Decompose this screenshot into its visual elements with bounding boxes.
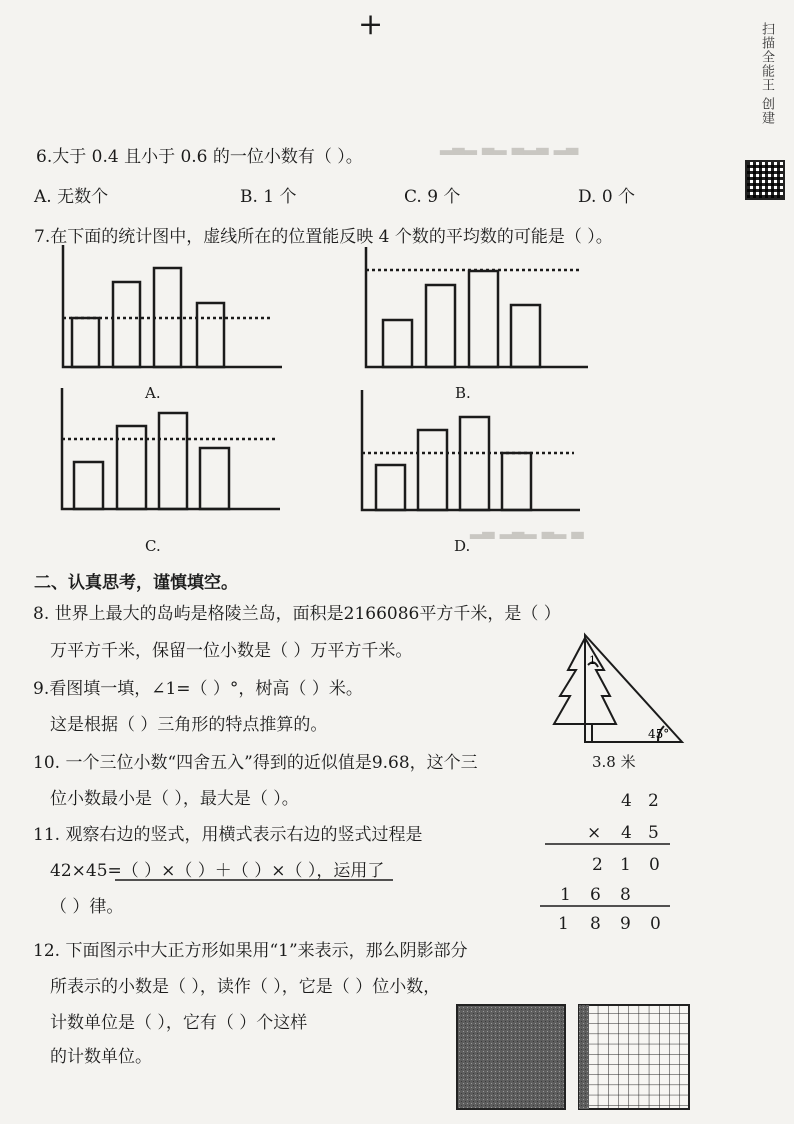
bleed-through-text: ▂▃ ▂▃▂ ▃▂ ▃ — [470, 520, 584, 539]
chart-d-bar-2 — [418, 430, 447, 510]
chart-c-bar-1 — [74, 462, 103, 509]
bleed-through-text: ▂▃▂ ▃▂ ▃▂▃ ▂▃ — [440, 136, 579, 155]
q9-line-2: 这是根据（ ）三角形的特点推算的。 — [50, 715, 328, 735]
chart-d-bar-3 — [460, 417, 489, 510]
chart-c-bar-3 — [159, 413, 187, 509]
chart-a-bar-4 — [197, 303, 224, 367]
chart-d-label: D. — [454, 537, 471, 555]
angle-45-label: 45° — [648, 727, 670, 741]
chart-b-label: B. — [455, 384, 471, 402]
chart-a — [63, 245, 282, 367]
chart-a-bar-2 — [113, 282, 140, 367]
chart-b — [366, 247, 588, 367]
q11-line-3: （ ）律。 — [50, 897, 124, 917]
exam-page: ▂▃▂ ▃▂ ▃▂▃ ▂▃ ▂▃ ▂▃▂ ▃▂ ▃ + 扫描全能王 创建 6.大于 0.4 且小于 0.6 的一位小数有（ ）。 A. 无数个 B. 1 个 C. 9 个 D. 0 个 7.在下面的统计图中，虚线所在的位置能反映 4 个数的平均数的可能是（ ）。 A. B. C. D. 二、认真思考，谨慎填空。 8. 世界上最大的岛屿是格陵兰岛，面积是2166086平方千米，是（ ） 万平方千米，保留一位小数是（ ）万平方千米。 9.看图填一填，∠1=（ ）°，树高（ ）米。 这是根据（ ）三角形的特点推算的。 1 45° 3.8 米 10. 一个三位小数“四舍五入”得到的近似值是9.68，这个三 位小数最小是（ ），最大是（ ）。 11. 观察右边的竖式，用横式表示右边的竖式过程是 42×45=（ ）×（ ）＋（ ）×（ ），运用了 （ ）律。 4 2 × 4 5 2 1 0 1 6 8 1 8 9 0 12. 下面图示中大正方形如果用“1”来表示，那么阴影部分 所表示的小数是（ ），读作（ ），它是（ ）位小数， 计数单位是（ ），它有（ ）个这样 的计数单位。 — [0, 0, 794, 1124]
q10-line-2: 位小数最小是（ ），最大是（ ）。 — [50, 789, 299, 809]
q6-option-b: B. 1 个 — [240, 187, 297, 207]
q12-line-2: 所表示的小数是（ ），读作（ ），它是（ ）位小数， — [50, 977, 441, 997]
chart-d — [362, 390, 580, 510]
chart-c-label: C. — [145, 537, 161, 555]
section-2-title: 二、认真思考，谨慎填空。 — [34, 573, 238, 593]
q6-stem: 6.大于 0.4 且小于 0.6 的一位小数有（ ）。 — [36, 147, 363, 167]
scanner-watermark: 扫描全能王 创建 — [759, 22, 774, 126]
chart-a-label: A. — [145, 384, 161, 402]
q6-option-a: A. 无数个 — [34, 187, 109, 207]
chart-b-bar-1 — [383, 320, 412, 367]
tree-base-length: 3.8 米 — [592, 753, 636, 771]
chart-a-bar-1 — [72, 318, 99, 367]
chart-b-bar-3 — [469, 271, 498, 367]
q10-line-1: 10. 一个三位小数“四舍五入”得到的近似值是9.68，这个三 — [33, 753, 478, 773]
angle-1-label: 1 — [589, 654, 596, 667]
q6-option-d: D. 0 个 — [578, 187, 636, 207]
q9-line-1: 9.看图填一填，∠1=（ ）°，树高（ ）米。 — [33, 679, 363, 699]
chart-d-bar-1 — [376, 465, 405, 510]
chart-c-bar-4 — [200, 448, 229, 509]
chart-b-bar-4 — [511, 305, 540, 367]
fully-shaded-square — [457, 1005, 565, 1109]
right-triangle — [585, 635, 682, 742]
q9-tree-triangle-figure — [540, 630, 690, 750]
q8-line-1: 8. 世界上最大的岛屿是格陵兰岛，面积是2166086平方千米，是（ ） — [33, 604, 561, 624]
chart-b-bar-2 — [426, 285, 455, 367]
q11-line-2: 42×45=（ ）×（ ）＋（ ）×（ ），运用了 — [50, 861, 385, 881]
q12-line-3: 计数单位是（ ），它有（ ）个这样 — [50, 1013, 308, 1033]
q12-line-1: 12. 下面图示中大正方形如果用“1”来表示，那么阴影部分 — [33, 941, 468, 961]
q6-option-c: C. 9 个 — [404, 187, 461, 207]
q7-stem: 7.在下面的统计图中，虚线所在的位置能反映 4 个数的平均数的可能是（ ）。 — [34, 227, 613, 247]
q11-underline — [115, 877, 395, 883]
q8-line-2: 万平方千米，保留一位小数是（ ）万平方千米。 — [50, 641, 413, 661]
q12-grid-figure — [455, 1003, 693, 1113]
top-crop-mark: + — [358, 7, 384, 42]
chart-c — [62, 388, 280, 509]
hundred-grid-square — [579, 1005, 689, 1109]
q11-line-1: 11. 观察右边的竖式，用横式表示右边的竖式过程是 — [33, 825, 423, 845]
chart-d-bar-4 — [502, 453, 531, 510]
q12-line-4: 的计数单位。 — [50, 1047, 152, 1067]
shaded-column — [579, 1005, 589, 1109]
